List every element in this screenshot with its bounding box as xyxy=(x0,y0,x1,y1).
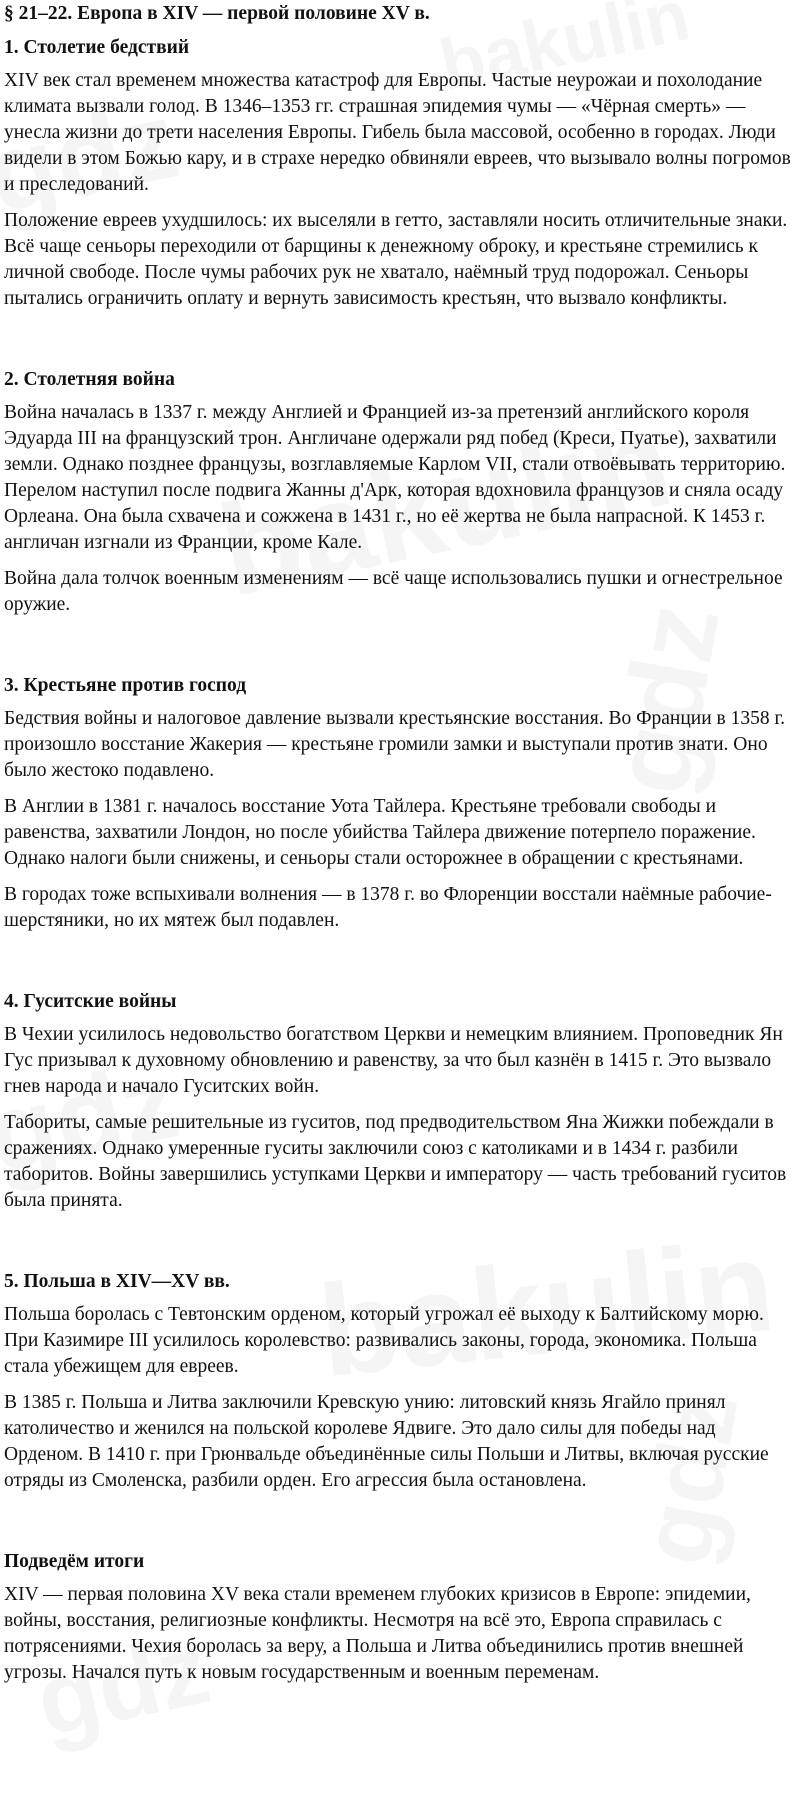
section-gap xyxy=(4,1224,794,1270)
paragraph: В Англии в 1381 г. началось восстание Уота Тайлера. Крестьяне требовали свободы и равенства, захватили Лондон, но после убийства Тайлера движение потерпело поражение. Однако налоги были снижены, и сеньоры стали осторожнее в обращении с крестьянами. xyxy=(4,796,756,869)
section-summary xyxy=(4,1550,794,1686)
paragraph: XIV — первая половина XV века стали временем глубоких кризисов в Европе: эпидемии, войны, восстания, религиозные конфликты. Несмотря на всё это, Европа справилась с потрясениями. Чехия боролась за веру, а Польша и Литва объединились против внешней угрозы. Начался путь к новым государственным и военным переменам. xyxy=(4,1584,751,1683)
section-heading: 5. Польша в XIV—XV вв. xyxy=(4,1271,230,1292)
section-gap xyxy=(4,628,794,674)
paragraph: Война дала толчок военным изменениям — всё чаще использовались пушки и огнестрельное оружие. xyxy=(4,568,783,615)
section-hundred-years-war xyxy=(4,368,794,618)
section-heading: 3. Крестьяне против господ xyxy=(4,675,247,696)
section-poland xyxy=(4,1270,794,1494)
section-gap xyxy=(4,1504,794,1550)
section-peasant-revolts xyxy=(4,674,794,934)
section-heading: Подведём итоги xyxy=(4,1551,145,1572)
paragraph: Война началась в 1337 г. между Англией и Францией из-за претензий английского короля Эдуарда III на французский трон. Англичане одержали ряд побед (Креси, Пуатье), захватили земли. Однако позднее французы, возглавляемые Карлом VII, стали отвоёвывать территорию. Перелом наступил после подвига Жанны д'Арк, которая вдохновила французов и сняла осаду Орлеана. Она была схвачена и сожжена в 1431 г., но её жертва не была напрасной. К 1453 г. англичан изгнали из Франции, кроме Кале. xyxy=(4,402,786,553)
paragraph: Положение евреев ухудшилось: их выселяли в гетто, заставляли носить отличительные знаки. Всё чаще сеньоры переходили от барщины к денежному оброку, и крестьяне стремились к личной свободе. После чумы рабочих рук не хватало, наёмный труд подорожал. Сеньоры пытались ограничить оплату и вернуть зависимость крестьян, что вызвало конфликты. xyxy=(4,210,788,309)
paragraph: В городах тоже вспыхивали волнения — в 1378 г. во Флоренции восстали наёмные рабочие-шерстяники, но их мятеж был подавлен. xyxy=(4,884,772,931)
section-gap xyxy=(4,322,794,368)
section-gap xyxy=(4,944,794,990)
page-title: § 21–22. Европа в XIV — первой половине XV в. xyxy=(4,3,430,24)
section-heading: 2. Столетняя война xyxy=(4,369,175,390)
section-heading: 1. Столетие бедствий xyxy=(4,37,190,58)
paragraph: Польша боролась с Тевтонским орденом, который угрожал её выходу к Балтийскому морю. При Казимире III усилилось королевство: развивались законы, города, экономика. Польша стала убежищем для евреев. xyxy=(4,1304,764,1377)
section-hussite-wars xyxy=(4,990,794,1214)
paragraph: Табориты, самые решительные из гуситов, под предводительством Яна Жижки побеждали в сражениях. Однако умеренные гуситы заключили союз с католиками и в 1434 г. разбили таборитов. Войны завершились уступками Церкви и императору — часть требований гуситов была принята. xyxy=(4,1112,787,1211)
paragraph: XIV век стал временем множества катастроф для Европы. Частые неурожаи и похолодание климата вызвали голод. В 1346–1353 гг. страшная эпидемия чумы — «Чёрная смерть» — унесла жизни до трети населения Европы. Гибель была массовой, особенно в городах. Люди видели в этом Божью кару, и в страхе нередко обвиняли евреев, что вызывало волны погромов и преследований. xyxy=(4,70,791,195)
section-heading: 4. Гуситские войны xyxy=(4,991,177,1012)
paragraph: В 1385 г. Польша и Литва заключили Кревскую унию: литовский князь Ягайло принял католичество и женился на польской королеве Ядвиге. Это дало силы для победы над Орденом. В 1410 г. при Грюнвальде объединённые силы Польши и Литвы, включая русские отряды из Смоленска, разбили орден. Его агрессия была остановлена. xyxy=(4,1392,769,1491)
paragraph: В Чехии усилилось недовольство богатством Церкви и немецким влиянием. Проповедник Ян Гус призывал к духовному обновлению и равенству, за что был казнён в 1415 г. Это вызвало гнев народа и начало Гуситских войн. xyxy=(4,1024,783,1097)
paragraph: Бедствия войны и налоговое давление вызвали крестьянские восстания. Во Франции в 1358 г. произошло восстание Жакерия — крестьяне громили замки и выступали против знати. Оно было жестоко подавлено. xyxy=(4,708,786,781)
section-calamities xyxy=(4,36,794,312)
